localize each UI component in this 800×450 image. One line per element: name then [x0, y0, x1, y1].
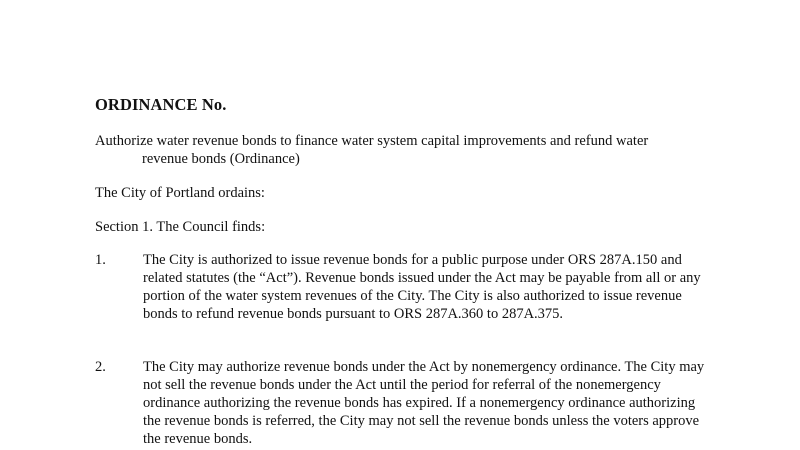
- ordinance-title: ORDINANCE No.: [95, 95, 227, 114]
- section-heading: Section 1. The Council finds:: [95, 219, 266, 235]
- caption-line-1: Authorize water revenue bonds to finance water system capital improvements and refund water: [95, 133, 649, 149]
- caption-line-2: revenue bonds (Ordinance): [142, 151, 300, 167]
- finding-text: The City is authorized to issue revenue bonds for a public purpose under ORS 287A.150 and related statutes (the “Act”). Revenue bonds issued under the Act may be payable from all or any portion of the water system revenues of the City. The City is also authorized to issue revenue bonds to refund revenue bonds pursuant to ORS 287A.360 to 287A.375.: [143, 252, 701, 322]
- ordinance-caption: [95, 132, 715, 168]
- ordains-clause: The City of Portland ordains:: [95, 185, 265, 201]
- finding-number: 2.: [95, 359, 106, 375]
- finding-text: The City may authorize revenue bonds under the Act by nonemergency ordinance. The City may not sell the revenue bonds under the Act until the period for referral of the nonemergency ordinance authorizing the revenue bonds has expired. If a nonemergency ordinance authorizing the revenue bonds is referred, the City may not sell the revenue bonds unless the voters approve the revenue bonds.: [143, 359, 705, 447]
- finding-number: 1.: [95, 252, 106, 268]
